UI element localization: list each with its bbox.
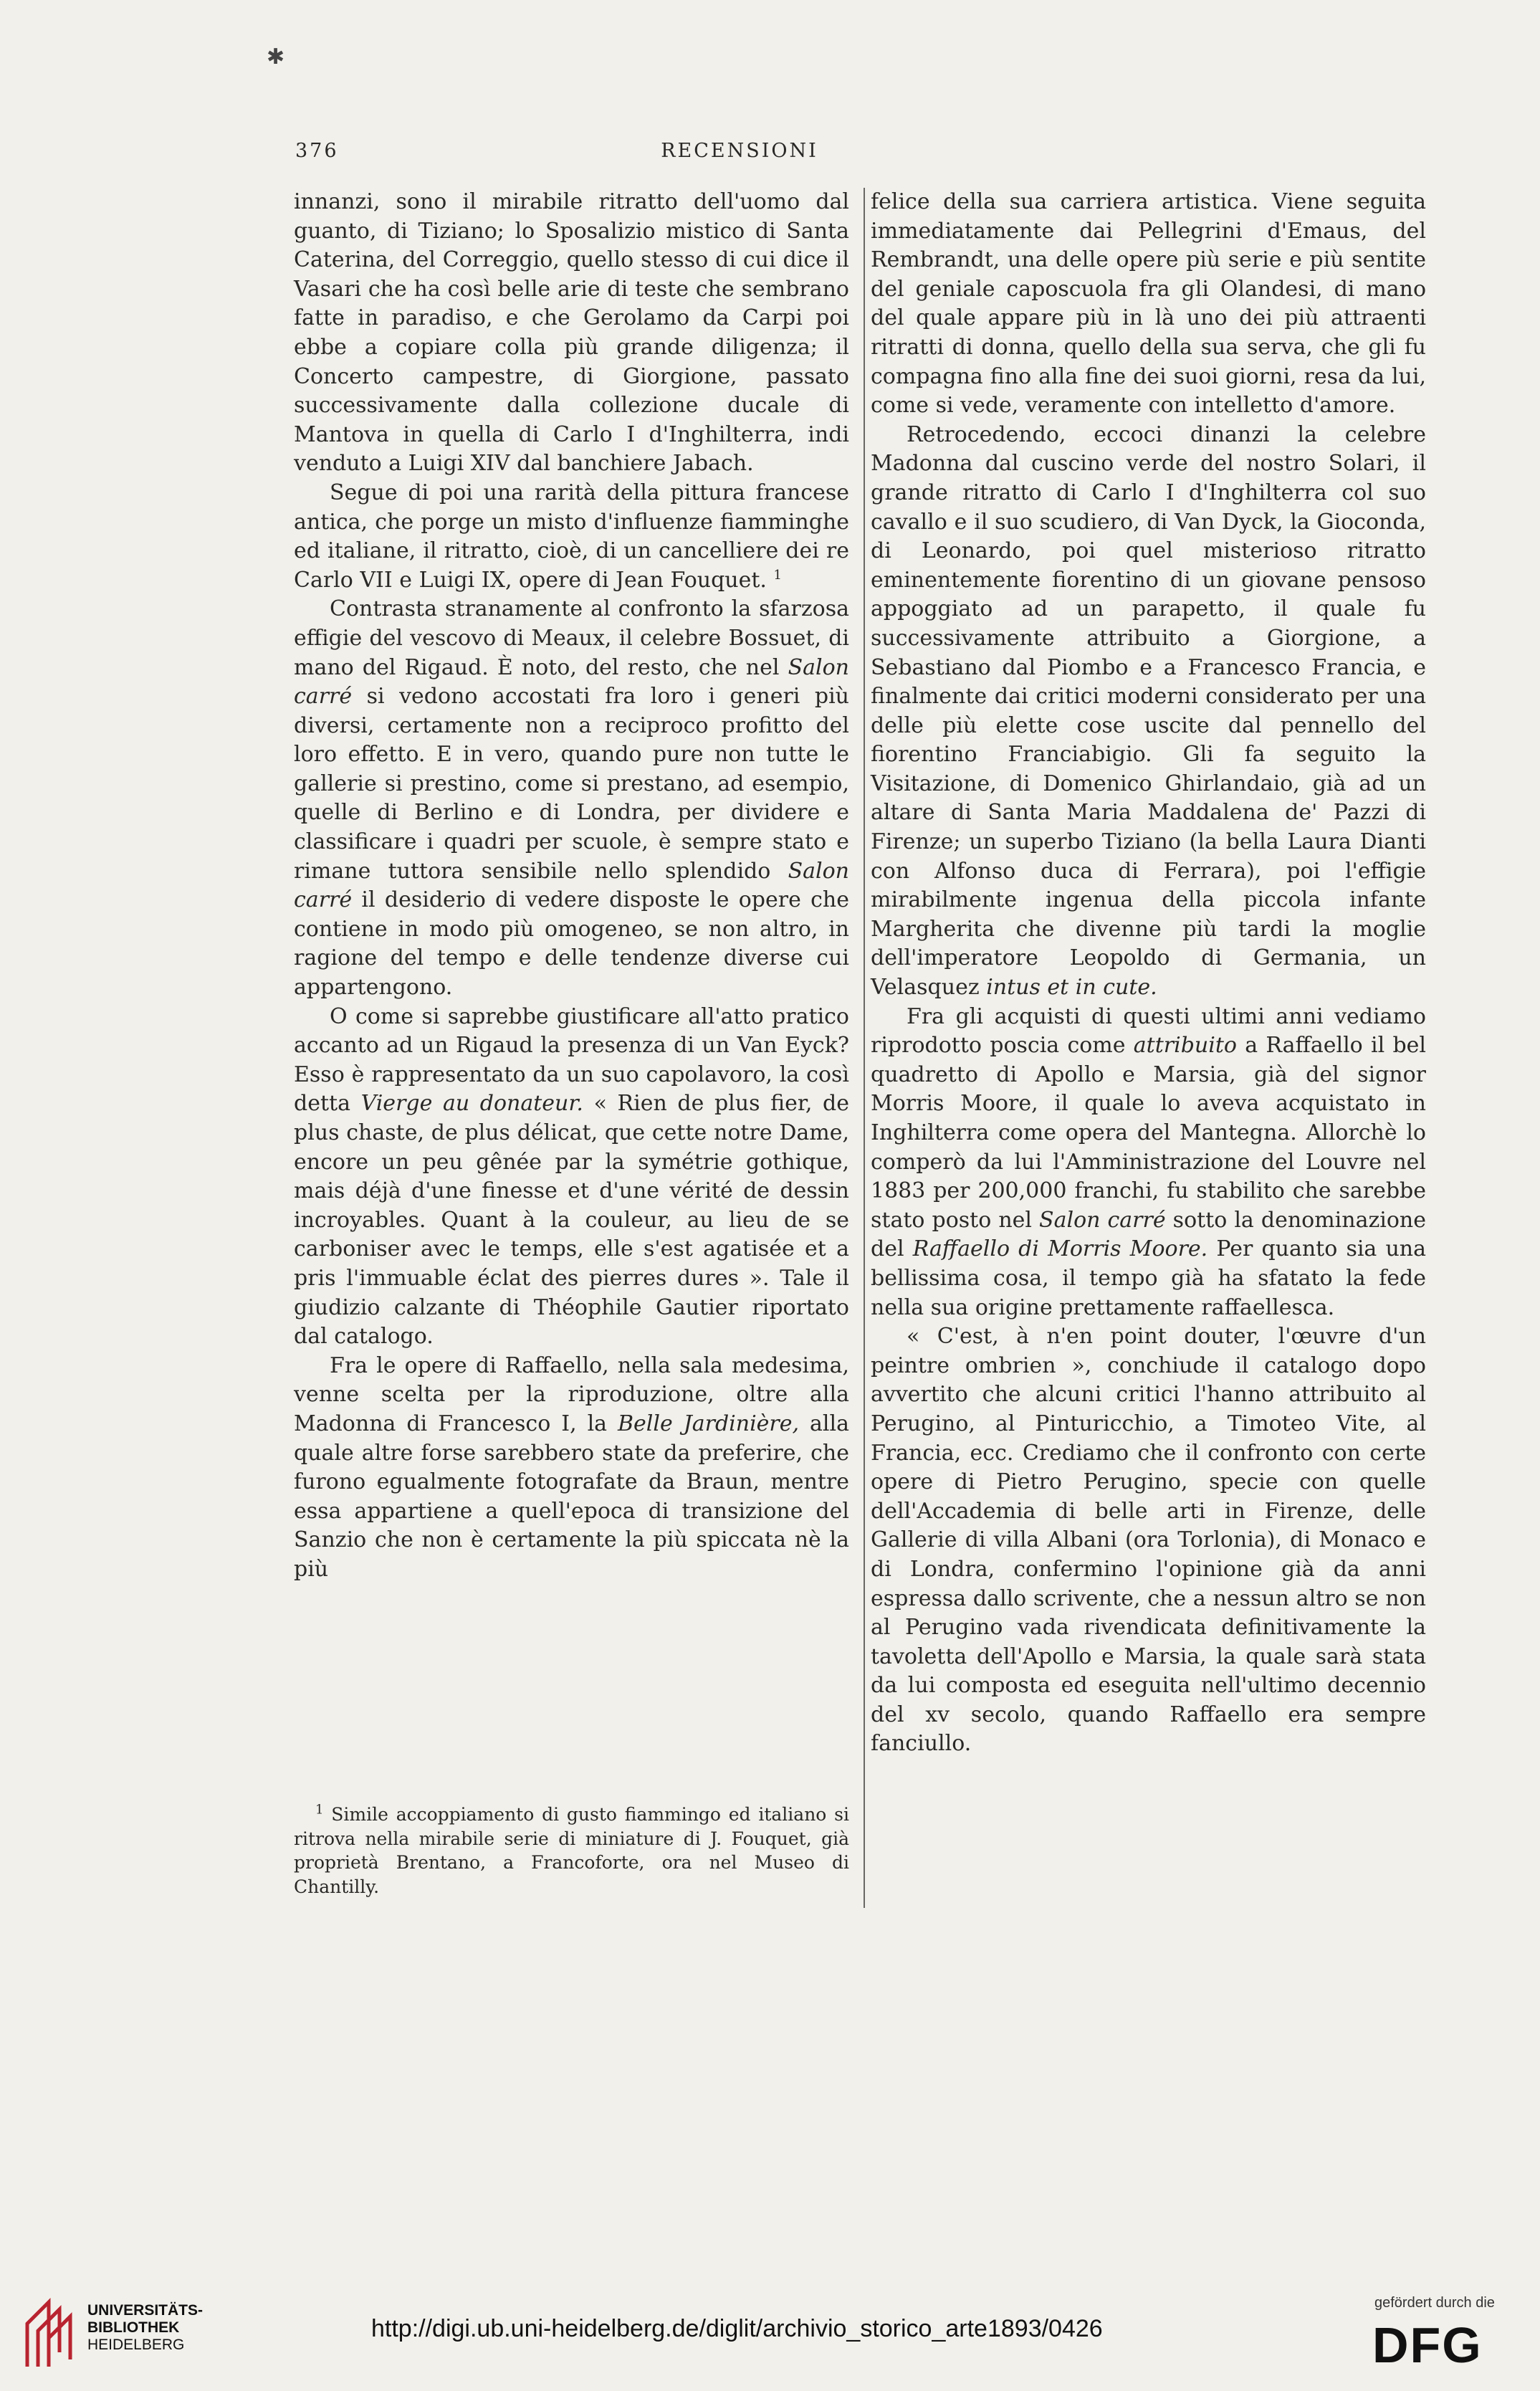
text-run: O come si saprebbe giustificare all'atto pratico accanto ad un Rigaud la presenza di un Van Eyck? Esso è rappresentato da un suo capolavoro, la così detta	[294, 1003, 849, 1117]
page-number: 376	[295, 140, 339, 162]
footnote-mark: 1	[315, 1802, 324, 1818]
text-run: Fra gli acquisti di questi ultimi anni vediamo riprodotto poscia come	[871, 1003, 1426, 1059]
text-run: felice della sua carriera artistica. Viene seguita immediatamente dai Pellegrini d'Emaus, del Rembrandt, una delle opere più serie e più sentite del geniale caposcuola fra gli Olandesi, di mano del quale appare più in là uno dei più attraenti ritratti di donna, quello della sua serva, che gli fu compagna fino alla fine dei suoi giorni, resa da lui, come si vede, veramente con intelletto d'amore.	[871, 189, 1426, 419]
text-run: alla quale altre forse sarebbero state da preferire, che furono egualmente fotografate da Braun, mentre essa appartiene a quell'epoca di transizione del Sanzio che non è certamente la più spiccata nè la più	[294, 1411, 849, 1582]
text-run: « Rien de plus fier, de plus chaste, de plus délicat, que cette notre Dame, encore un peu gênée par la symétrie gothique, mais déjà d'une finesse et d'une vérité de dessin incroyables. Quant à la couleur, au lieu de se carboniser avec le temps, elle s'est agatisée et a pris l'immuable éclat des pierres dures ». Tale il giudizio calzante di Théophile Gautier riportato dal catalogo.	[294, 1091, 849, 1350]
text-run: Retrocedendo, eccoci dinanzi la celebre Madonna dal cuscino verde del nostro Solari, il grande ritratto di Carlo I d'Inghilterra col suo cavallo e il suo scudiero, di Van Dyck, la Gioconda, di Leonardo, poi quel misterioso ritratto eminentemente fiorentino di un giovane pensoso appoggiato ad un parapetto, il quale fu successivamente attribuito a Giorgione, a Sebastiano dal Piombo e a Francesco Francia, e finalmente dai critici moderni considerato per una delle più elette cose uscite dal pennello del fiorentino Franciabigio. Gli fa seguito la Visitazione, di Domenico Ghirlandaio, già ad un altare di Santa Maria Maddalena de' Pazzi di Firenze; un superbo Tiziano (la bella Laura Dianti con Alfonso duca di Ferrara), poi l'effigie mirabilmente ingenua della piccola infante Margherita che divenne più tardi la moglie dell'imperatore Leopoldo di Germania, un Velasquez	[871, 421, 1426, 1001]
text-run: Fra le opere di Raffaello, nella sala medesima, venne scelta per la riproduzione, oltre alla Madonna di Francesco I, la	[294, 1352, 849, 1436]
italic-title: Salon carré	[294, 654, 849, 710]
paragraph	[294, 1352, 849, 1585]
text-run: il desiderio di vedere disposte le opere che contiene in modo più omogeneo, se non altro, in ragione del tempo e delle tendenze diverse cui appartengono.	[294, 887, 849, 1001]
top-mark: ✱	[267, 44, 285, 70]
paragraph	[294, 1003, 849, 1352]
italic-title: Raffaello di Morris Moore.	[912, 1236, 1208, 1262]
italic-title: intus et in cute.	[986, 975, 1157, 1001]
sponsor-caption: gefördert durch die	[1374, 2295, 1495, 2311]
footnote-text	[294, 1803, 849, 1899]
paragraph	[294, 188, 849, 479]
library-name	[87, 2302, 203, 2354]
paragraph	[871, 188, 1426, 421]
text-run: Segue di poi una rarità della pittura francese antica, che porge un misto d'influenze fiamminghe ed italiane, il ritratto, cioè, di un cancelliere dei re Carlo VII e Luigi IX, opere di Jean Fouquet.	[294, 479, 849, 593]
library-name-line: UNIVERSITÄTS-	[87, 2302, 204, 2319]
running-title: RECENSIONI	[661, 140, 818, 162]
text-run: innanzi, sono il mirabile ritratto dell'uomo dal guanto, di Tiziano; lo Sposalizio mistico di Santa Caterina, del Correggio, quello stesso di cui dice il Vasari che ha così belle arie di teste che sembrano fatte in paradiso, e che Gerolamo da Carpi poi ebbe a copiare colla più grande diligenza; il Concerto campestre, di Giorgione, passato successivamente dalla collezione ducale di Mantova in quella di Carlo I d'Inghilterra, indi venduto a Luigi XIV dal banchiere Jabach.	[294, 189, 849, 477]
italic-title: attribuito	[1133, 1033, 1237, 1059]
column-divider	[864, 188, 865, 1908]
paragraph	[871, 421, 1426, 1003]
library-name-line: BIBLIOTHEK	[87, 2319, 180, 2336]
text-run: a Raffaello il bel quadretto di Apollo e Marsia, già del signor Morris Moore, il quale lo aveva acquistato in Inghilterra come opera del Mantegna. Allorchè lo comperò da lui l'Amministrazione del Louvre nel 1883 per 200,000 franchi, fu stabilito che sarebbe stato posto nel	[871, 1033, 1426, 1233]
italic-title: Salon carré	[294, 858, 849, 913]
text-run: Simile accoppiamento di gusto fiammingo ed italiano si ritrova nella mirabile serie di miniature di J. Fouquet, già proprietà Brentano, a Francoforte, ora nel Museo di Chantilly.	[294, 1804, 849, 1897]
italic-title: Salon carré	[1039, 1207, 1166, 1233]
text-run: Contrasta stranamente al confronto la sfarzosa effigie del vescovo di Meaux, il celebre Bossuet, di mano del Rigaud. È noto, del resto, che nel	[294, 596, 849, 680]
paragraph	[871, 1003, 1426, 1323]
text-run: si vedono accostati fra loro i generi più diversi, certamente non a reciproco profitto del loro effetto. E in vero, quando pure non tutte le gallerie si prestino, come si prestano, ad esempio, quelle di Berlino e di Londra, per dividere e classificare i quadri per scuole, è sempre stato e rimane tuttora sensibile nello splendido	[294, 684, 849, 884]
paragraph	[871, 1322, 1426, 1759]
text-run: Per quanto sia una bellissima cosa, il tempo già ha sfatato la fede nella sua origine prettamente raffaellesca.	[871, 1236, 1426, 1320]
italic-title: Belle Jardinière,	[618, 1411, 800, 1436]
paragraph	[294, 595, 849, 1002]
paragraph	[294, 479, 849, 595]
university-library-logo-icon	[20, 2295, 85, 2374]
left-column	[294, 188, 849, 1585]
footer-bar	[0, 2279, 1540, 2391]
footnote	[294, 1803, 849, 1899]
text-run: sotto la denominazione del	[871, 1207, 1426, 1262]
text-run: « C'est, à n'en point douter, l'œuvre d'un peintre ombrien », conchiude il catalogo dopo avvertito che alcuni critici l'hanno attribuito al Perugino, al Pinturicchio, a Timoteo Vite, al Francia, ecc. Crediamo che il confronto con certe opere di Pietro Perugino, specie con quelle dell'Accademia di belle arti in Firenze, delle Gallerie di villa Albani (ora Torlonia), di Monaco e di Londra, confermino l'opinione già da anni espressa dallo scrivente, che a nessun altro se non al Perugino vada rivendicata definitivamente la tavoletta dell'Apollo e Marsia, la quale sarà stata da lui composta ed eseguita nell'ultimo decennio del xv secolo, quando Raffaello era sempre fanciullo.	[871, 1324, 1426, 1757]
right-column	[871, 188, 1426, 1759]
italic-title: Vierge au donateur.	[360, 1091, 583, 1117]
footnote-ref: 1	[773, 567, 782, 583]
page-header	[295, 140, 1184, 168]
dfg-logo: DFG	[1372, 2317, 1483, 2373]
library-name-line: HEIDELBERG	[87, 2337, 185, 2353]
source-url-link[interactable]: http://digi.ub.uni-heidelberg.de/diglit/archivio_storico_arte1893/0426	[371, 2315, 1103, 2342]
